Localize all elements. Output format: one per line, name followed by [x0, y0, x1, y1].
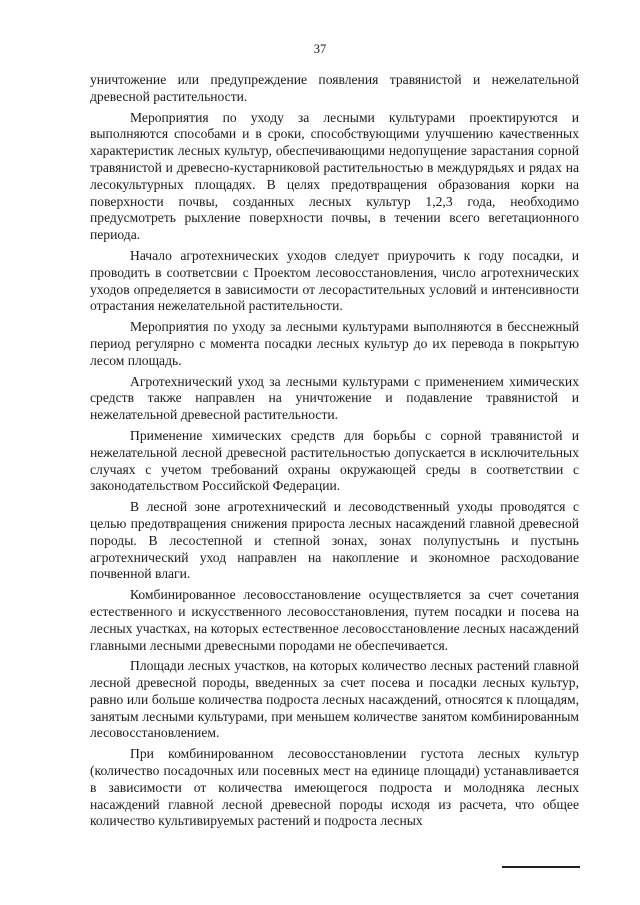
paragraph-continuation: уничтожение или предупреждение появления травянистой и нежелательной древесной растительности.: [90, 72, 579, 104]
paragraph: Комбинированное лесовосстановление осуществляется за счет сочетания естественного и искусственного лесовосстановления, путем посадки и посева на лесных участках, на которых естественное лесовосстановление лесных насаждений главными лесными древесными породами не обеспечивается.: [90, 587, 579, 653]
paragraph: Начало агротехнических уходов следует приурочить к году посадки, и проводить в соответсвии с Проектом лесовосстановления, число агротехнических уходов определяется в зависимости от лесорастительных условий и интенсивности отрастания нежелательной растительности.: [90, 247, 579, 314]
paragraph: В лесной зоне агротехнический и лесоводственный уходы проводятся с целью предотвращения снижения прироста лесных насаждений главной древесной породы. В лесостепной и степной зонах, зонах полупустынь и пустынь агротехнический уход направлен на накопление и экономное расходование почвенной влаги.: [90, 499, 579, 582]
paragraph: Применение химических средств для борьбы с сорной травянистой и нежелательной лесной древесной растительностью допускается в исключительных случаях с учетом требований охраны окружающей среды в соответствии с законодательством Российской Федерации.: [90, 427, 579, 494]
paragraph: При комбинированном лесовосстановлении густота лесных культур (количество посадочных или посевных мест на единице площади) устанавливается в зависимости от количества имеющегося подроста и молодняка лесных насаждений главной лесной древесной породы исходя из расчета, что общее количество культивируемых растений и подроста лесных: [90, 746, 579, 829]
paragraph: Агротехнический уход за лесными культурами с применением химических средств также направлен на уничтожение и подавление травянистой и нежелательной древесной растительности.: [90, 373, 579, 423]
paragraph: Мероприятия по уходу за лесными культурами проектируются и выполняются способами и в сроки, способствующими улучшению качественных характеристик лесных культур, обеспечивающими недопущение зарастания сорной травянистой и древесно-кустарниковой растительностью в междурядьях и рядах на лесокультурных площадях. В целях предотвращения образования корки на поверхности почвы, созданных лесных культур 1,2,3 года, необходимо предусмотреть рыхление поверхности почвы, в течении всего вегетационного периода.: [90, 109, 579, 243]
paragraph: Мероприятия по уходу за лесными культурами выполняются в бесснежный период регулярно с момента посадки лесных культур до их перевода в покрытую лесом площадь.: [90, 319, 579, 368]
page-number: 37: [313, 42, 327, 56]
paragraph: Площади лесных участков, на которых количество лесных растений главной лесной древесной породы, введенных за счет посева и посадки лесных культур, равно или больше количества подроста лесных насаждений, относятся к площадям, занятым лесными культурами, при меньшем количестве занятом комбинированным лесовосстановлением.: [90, 658, 579, 741]
footer-rule: [502, 866, 580, 868]
document-body: [90, 72, 579, 834]
